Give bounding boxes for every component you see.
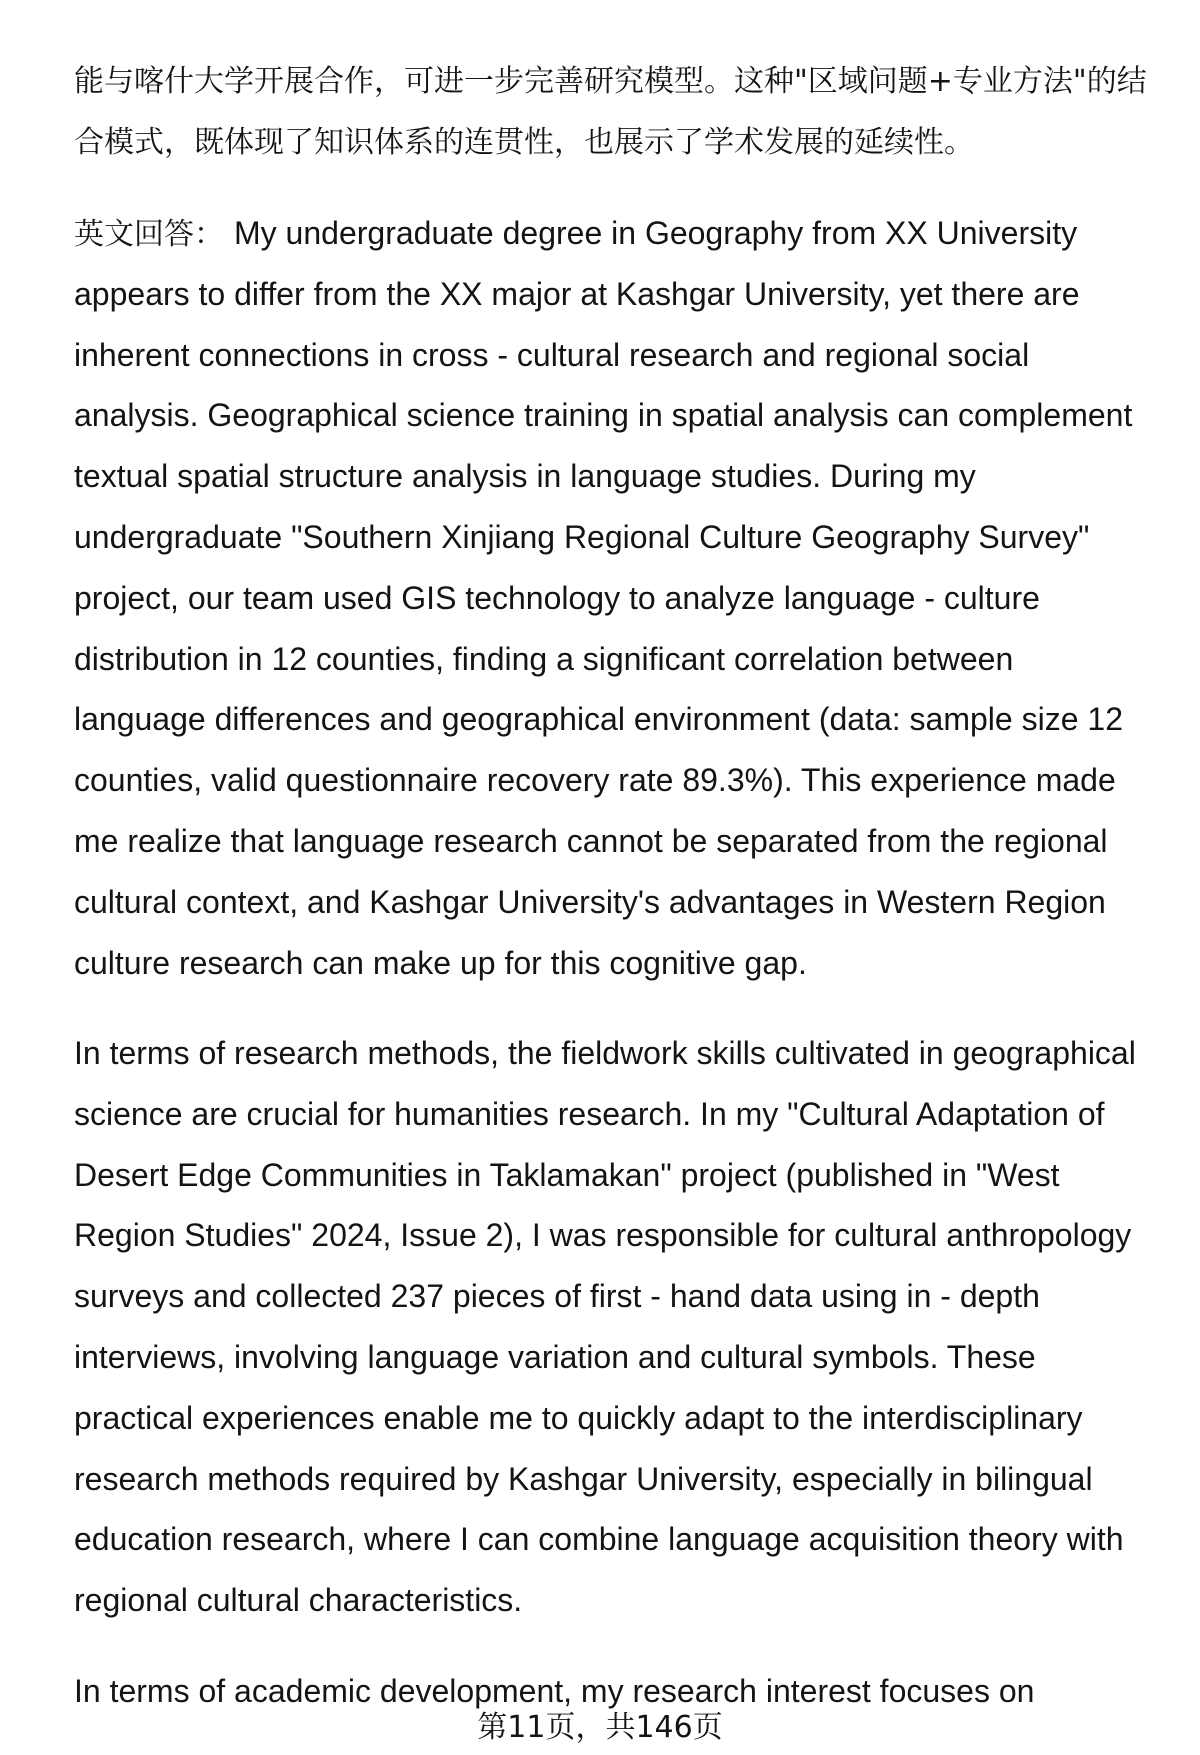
- text-line: me realize that language research cannot be separated from the regional: [74, 822, 1108, 859]
- text-line: appears to differ from the XX major at Kashgar University, yet there are: [74, 275, 1080, 312]
- text-line: science are crucial for humanities research. In my "Cultural Adaptation of: [74, 1095, 1105, 1132]
- text-line-content: My undergraduate degree in Geography from XX University: [234, 215, 1078, 251]
- text-line: 合模式，既体现了知识体系的连贯性，也展示了学术发展的延续性。: [74, 124, 974, 160]
- text-line: Region Studies" 2024, Issue 2), I was responsible for cultural anthropology: [74, 1217, 1132, 1254]
- text-line: regional cultural characteristics.: [74, 1582, 523, 1619]
- paragraph-chinese-conclusion: [74, 52, 1184, 174]
- text-line: cultural context, and Kashgar University's advantages in Western Region: [74, 883, 1106, 920]
- text-line: In terms of academic development, my research interest focuses on: [74, 1673, 1035, 1709]
- text-line: counties, valid questionnaire recovery rate 89.3%). This experience made: [74, 762, 1116, 799]
- paragraph-research-methods: [74, 1023, 1184, 1631]
- text-line: practical experiences enable me to quickly adapt to the interdisciplinary: [74, 1399, 1083, 1436]
- text-line: Desert Edge Communities in Taklamakan" project (published in "West: [74, 1156, 1060, 1193]
- text-line: undergraduate "Southern Xinjiang Regional Culture Geography Survey": [74, 518, 1090, 555]
- text-line: interviews, involving language variation and cultural symbols. These: [74, 1338, 1036, 1375]
- text-line: distribution in 12 counties, finding a significant correlation between: [74, 640, 1014, 677]
- page-number-footer: 第11页，共146页: [477, 1710, 723, 1745]
- text-line: In terms of research methods, the fieldwork skills cultivated in geographical: [74, 1035, 1136, 1071]
- text-line: education research, where I can combine language acquisition theory with: [74, 1521, 1124, 1558]
- text-line: language differences and geographical environment (data: sample size 12: [74, 701, 1123, 738]
- text-line: textual spatial structure analysis in language studies. During my: [74, 458, 976, 495]
- text-line: 能与喀什大学开展合作，可进一步完善研究模型。这种"区域问题+专业方法"的结: [74, 64, 1147, 99]
- text-line: [74, 203, 1184, 264]
- text-line: culture research can make up for this cognitive gap.: [74, 944, 807, 981]
- text-line: analysis. Geographical science training in spatial analysis can complement: [74, 397, 1133, 434]
- text-line: project, our team used GIS technology to analyze language - culture: [74, 579, 1040, 616]
- paragraph-english-answer: [74, 203, 1184, 993]
- answer-label: 英文回答：: [74, 217, 224, 252]
- text-line: research methods required by Kashgar University, especially in bilingual: [74, 1460, 1093, 1497]
- text-line: inherent connections in cross - cultural research and regional social: [74, 336, 1030, 373]
- text-line: surveys and collected 237 pieces of first - hand data using in - depth: [74, 1278, 1040, 1315]
